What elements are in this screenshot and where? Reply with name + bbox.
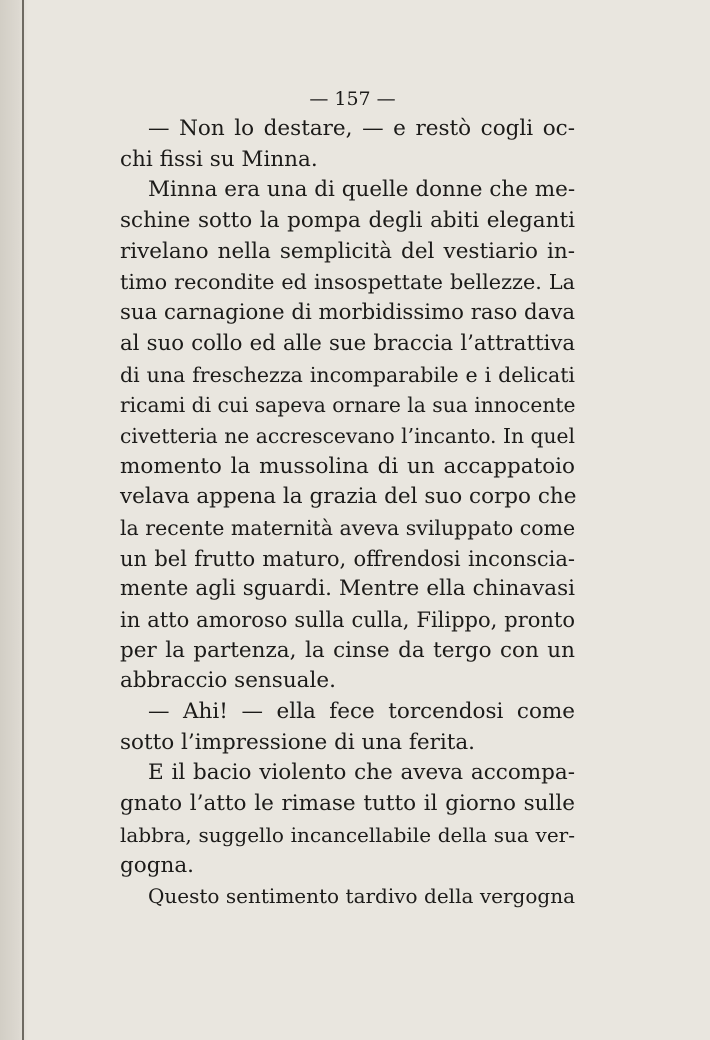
binding-line — [22, 0, 24, 1040]
paragraph — [120, 758, 575, 881]
text-line: labbra, suggello incancellabile della sua ver- — [120, 822, 575, 847]
text-line: gnato l’atto le rimase tutto il giorno sulle — [120, 791, 575, 817]
text-block — [120, 84, 575, 912]
text-line: schine sotto la pompa degli abiti eleganti — [120, 208, 575, 234]
paragraph — [120, 114, 575, 175]
text-line: gogna. — [120, 852, 194, 878]
text-line: di una freschezza incomparabile e i delicati — [120, 362, 575, 387]
text-line: civetteria ne accrescevano l’incanto. In quel — [120, 423, 575, 448]
text-line: velava appena la grazia del suo corpo che — [120, 484, 577, 510]
text-line: E il bacio violento che aveva accompa- — [148, 760, 575, 786]
text-line: momento la mussolina di un accappatoio — [120, 453, 575, 479]
text-line: sotto l’impressione di una ferita. — [120, 729, 476, 755]
paragraph — [120, 175, 575, 697]
text-line: sua carnagione di morbidissimo raso dava — [120, 300, 575, 326]
text-line: per la partenza, la cinse da tergo con un — [120, 637, 575, 663]
text-line: al suo collo ed alle sue braccia l’attrattiva — [120, 330, 575, 356]
text-line: abbraccio sensuale. — [120, 668, 336, 694]
text-line: — Non lo destare, — e restò cogli oc- — [148, 116, 575, 141]
text-line: timo recondite ed insospettate bellezze. La — [120, 270, 575, 295]
text-line: un bel frutto maturo, offrendosi inconscia- — [120, 546, 575, 571]
text-line: ricami di cui sapeva ornare la sua innocente — [120, 393, 576, 418]
text-line: in atto amoroso sulla culla, Filippo, pronto — [120, 608, 575, 632]
paragraph — [120, 881, 575, 912]
text-line: — Ahi! — ella fece torcendosi come — [148, 699, 575, 725]
text-line: rivelano nella semplicità del vestiario in- — [120, 238, 575, 264]
text-line: Minna era una di quelle donne che me- — [148, 177, 576, 203]
paragraph — [120, 697, 575, 758]
page-number: — 157 — — [309, 88, 396, 110]
text-line: Questo sentimento tardivo della vergogna — [148, 884, 575, 909]
text-line: chi fissi su Minna. — [120, 146, 318, 172]
text-line: la recente maternità aveva sviluppato come — [120, 515, 576, 540]
text-line: mente agli sguardi. Mentre ella chinavasi — [120, 576, 575, 602]
